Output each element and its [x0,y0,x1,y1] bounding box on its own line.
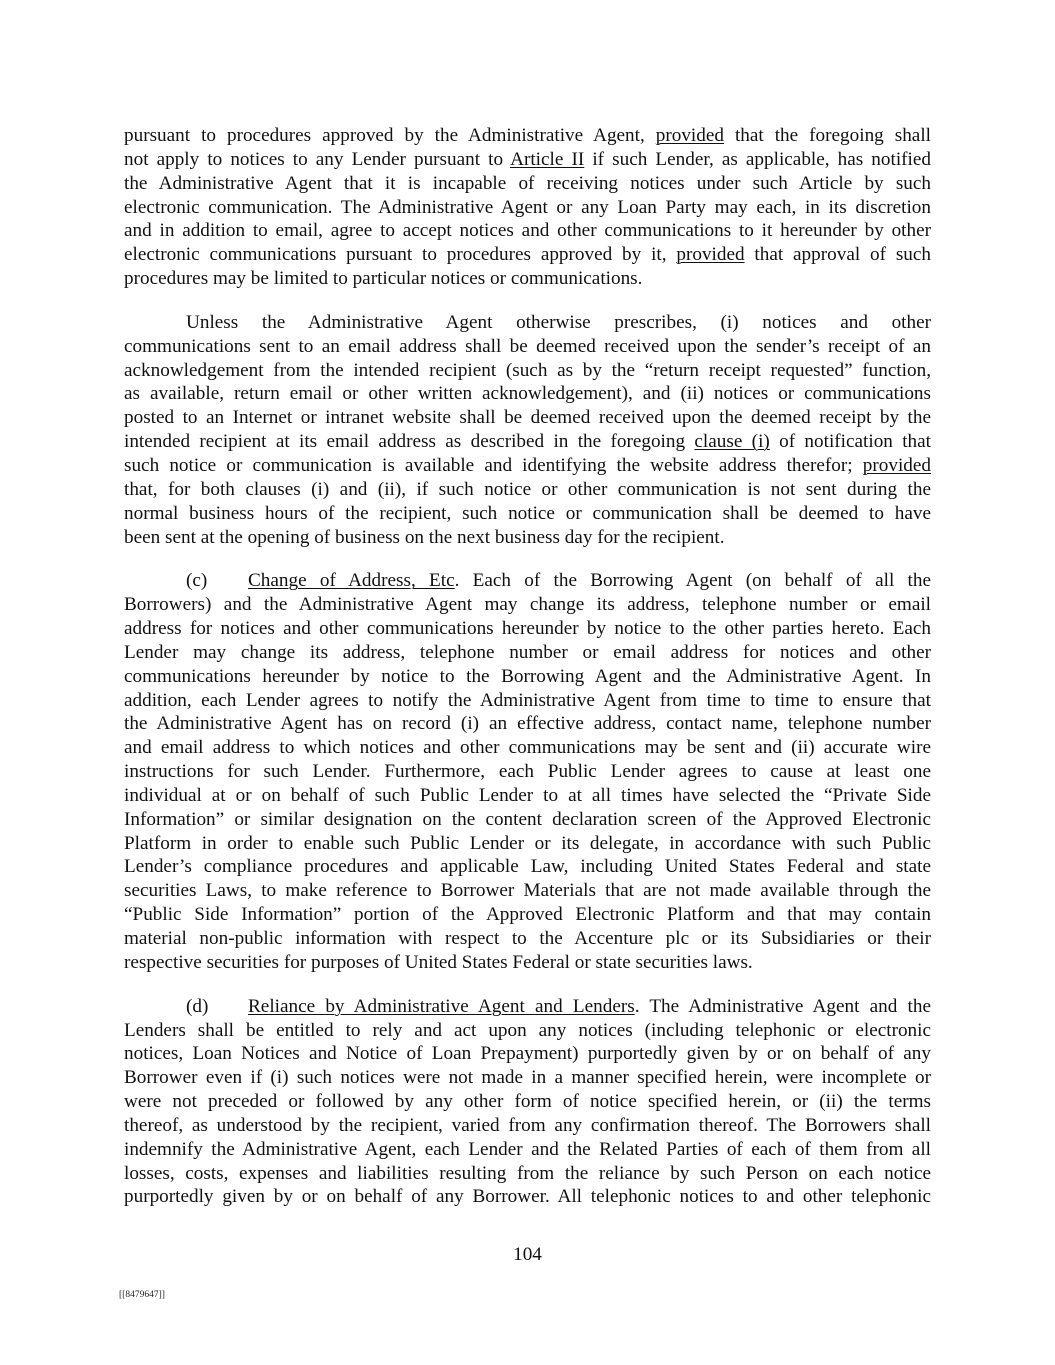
clause-label: (c) [186,570,208,592]
text-line [124,1042,931,1066]
text-line [124,502,931,526]
text-line [124,311,931,335]
text-run: communications hereunder by notice to the Borrowing Agent and the Administrative Agent. In [124,665,931,687]
text-line [124,196,931,220]
text-run: pursuant to procedures approved by the Administrative Agent, [124,125,656,146]
text-line [124,1019,931,1043]
text-line [124,454,931,478]
text-run: respective securities for purposes of United States Federal or state securities laws. [124,951,753,973]
text-run: acknowledgement from the intended recipient (such as by the “return receipt requested” function, [124,359,931,381]
text-run: intended recipient at its email address as described in the foregoing [124,431,695,453]
text-line [124,359,931,383]
text-run: Borrower even if (i) such notices were not made in a manner specified herein, were incomplete or [124,1067,931,1089]
text-line [124,1162,931,1186]
text-line [124,593,931,617]
text-run: posted to an Internet or intranet website shall be deemed received upon the deemed receipt by the [124,407,931,429]
text-run: “Public Side Information” portion of the Approved Electronic Platform and that may contain [124,904,931,926]
text-run: Lender may change its address, telephone number or email address for notices and other [124,641,931,663]
text-run: of notification that [769,431,931,453]
text-line [124,665,931,689]
text-line [124,995,931,1019]
text-run: that, for both clauses (i) and (ii), if such notice or other communication is not sent during the [124,478,931,500]
underlined-term: provided [862,454,931,476]
paragraph-p1 [124,124,931,291]
text-run: material non-public information with respect to the Accenture plc or its Subsidiaries or their [124,928,931,949]
text-run: securities Laws, to make reference to Borrower Materials that are not made available through the [124,880,931,902]
text-run: . The Administrative Agent and the [634,995,931,1017]
text-run: communications sent to an email address shall be deemed received upon the sender’s receipt of an [124,335,931,357]
underlined-term: provided [655,125,724,146]
text-line [124,641,931,665]
text-line [124,172,931,196]
text-run: instructions for such Lender. Furthermore, each Public Lender agrees to cause at least one [124,761,931,783]
clause-label: (d) [186,995,209,1017]
text-line [124,430,931,454]
text-run: and in addition to email, agree to accept notices and other communications to it hereunder by other [124,220,931,242]
text-line [124,736,931,760]
text-run: notices, Loan Notices and Notice of Loan Prepayment) purportedly given by or on behalf of any [124,1043,931,1065]
text-line [124,617,931,641]
text-run: been sent at the opening of business on the next business day for the recipient. [124,526,725,548]
text-run: were not preceded or followed by any other form of notice specified herein, or (ii) the terms [124,1091,931,1113]
text-line [124,1066,931,1090]
text-line [124,124,931,148]
text-line [124,526,931,550]
text-run: and email address to which notices and other communications may be sent and (ii) accurate wire [124,737,931,759]
underlined-term: Reliance by Administrative Agent and Lenders [248,995,635,1017]
text-run: thereof, as understood by the recipient, varied from any confirmation thereof. The Borrowers shall [124,1114,931,1136]
text-run: . Each of the Borrowing Agent (on behalf of all the [454,570,931,592]
text-run: Lender’s compliance procedures and applicable Law, including United States Federal and state [124,856,931,878]
text-line [124,335,931,359]
text-run: Lenders shall be entitled to rely and act upon any notices (including telephonic or electronic [124,1019,931,1041]
text-run: the Administrative Agent has on record (i) an effective address, contact name, telephone number [124,713,931,735]
text-line [124,569,931,593]
text-line [124,832,931,856]
text-run: individual at or on behalf of such Public Lender to at all times have selected the “Private Side [124,784,931,806]
underlined-term: Change of Address, Etc [248,570,455,592]
text-run: addition, each Lender agrees to notify the Administrative Agent from time to time to ensure that [124,689,931,711]
text-line [124,784,931,808]
text-line [124,478,931,502]
text-line [124,927,931,951]
text-line [124,879,931,903]
text-run: indemnify the Administrative Agent, each Lender and the Related Parties of each of them from all [124,1138,931,1160]
text-line [124,951,931,975]
text-run: the Administrative Agent that it is incapable of receiving notices under such Article by such [124,172,931,194]
paragraph-p2 [124,311,931,549]
text-line [124,382,931,406]
text-run: such notice or communication is available and identifying the website address therefor; [124,454,863,476]
text-line [124,808,931,832]
text-run: if such Lender, as applicable, has notified [584,148,931,170]
text-line [124,1090,931,1114]
text-line [124,1185,931,1209]
text-run: procedures may be limited to particular notices or communications. [124,268,643,290]
text-run: purportedly given by or on behalf of any Borrower. All telephonic notices to and other telephonic [124,1186,931,1208]
paragraph-p4 [124,995,931,1210]
text-run: losses, costs, expenses and liabilities resulting from the reliance by such Person on each notice [124,1162,931,1184]
underlined-term: provided [676,244,745,266]
text-run: Unless the Administrative Agent otherwise prescribes, (i) notices and other [186,311,931,333]
text-run: address for notices and other communications hereunder by notice to the other parties hereto. Each [124,618,931,640]
text-line [124,267,931,291]
text-line [124,406,931,430]
text-run: normal business hours of the recipient, such notice or communication shall be deemed to have [124,502,931,524]
text-run: Information” or similar designation on the content declaration screen of the Approved Electronic [124,808,931,830]
text-run: as available, return email or other written acknowledgement), and (ii) notices or communications [124,383,931,405]
text-run: that approval of such [744,244,931,266]
text-run: electronic communications pursuant to procedures approved by it, [124,244,677,266]
text-line [124,903,931,927]
text-line [124,219,931,243]
text-run: that the foregoing shall [723,125,931,146]
page-number: 104 [513,1244,542,1265]
document-body [124,124,931,1229]
underlined-term: Article II [510,148,585,170]
text-run: Borrowers) and the Administrative Agent may change its address, telephone number or email [124,594,931,616]
text-line [124,760,931,784]
text-line [124,1114,931,1138]
text-line [124,148,931,172]
text-run: electronic communication. The Administrative Agent or any Loan Party may each, in its discretion [124,196,931,218]
paragraph-p3 [124,569,931,974]
document-id: [[8479647]] [119,1290,165,1300]
text-line [124,243,931,267]
text-line [124,689,931,713]
text-run: Platform in order to enable such Public Lender or its delegate, in accordance with such Public [124,832,931,854]
text-run: not apply to notices to any Lender pursuant to [124,148,511,170]
underlined-term: clause (i) [694,431,770,453]
text-line [124,1138,931,1162]
text-line [124,855,931,879]
text-line [124,712,931,736]
